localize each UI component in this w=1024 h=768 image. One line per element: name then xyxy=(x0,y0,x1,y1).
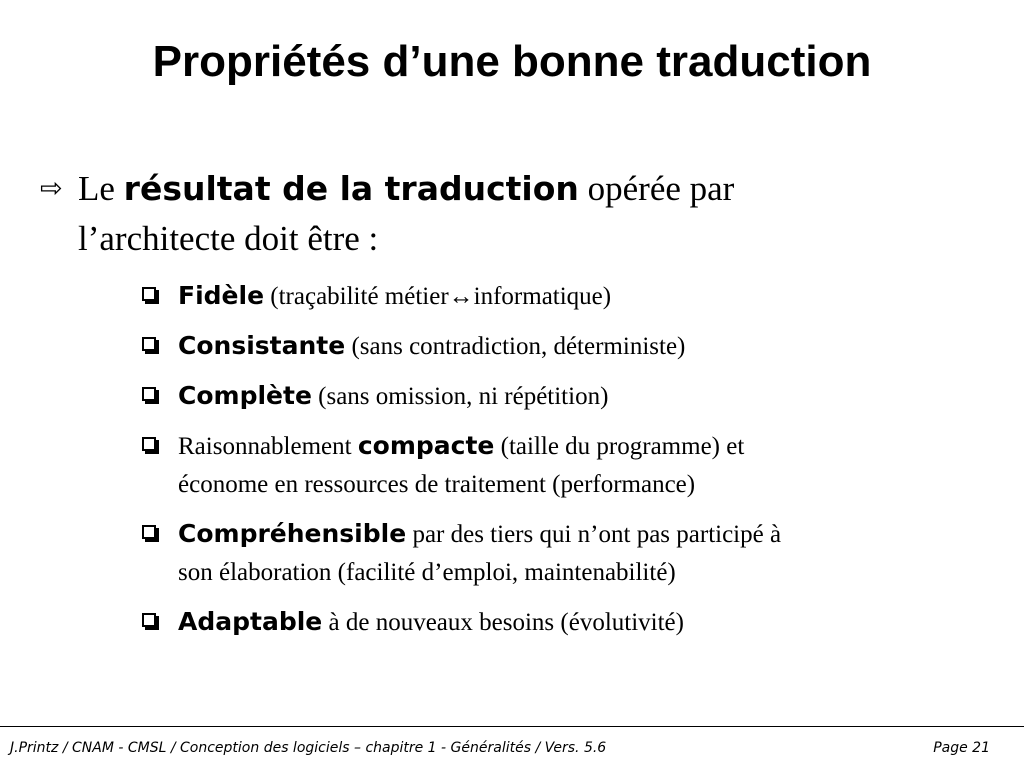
item-description: (taille du programme) et xyxy=(494,433,745,460)
main-bullet xyxy=(40,164,970,264)
arrow-bullet-icon: ⇨ xyxy=(40,173,63,204)
item-description: (sans contradiction, déterministe) xyxy=(345,333,686,360)
checkbox-bullet-icon xyxy=(142,437,156,451)
footer-credits: J.Printz / CNAM - CMSL / Conception des logiciels – chapitre 1 - Généralités / Vers. 5.6 xyxy=(10,740,607,756)
property-list xyxy=(140,276,1000,652)
item-description: (sans omission, ni répétition) xyxy=(311,383,609,410)
item-description: (traçabilité métier↔informatique) xyxy=(264,283,612,310)
main-bullet-suffix: opérée par xyxy=(578,169,735,208)
checkbox-bullet-icon xyxy=(142,287,156,301)
page-number: Page 21 xyxy=(933,740,990,756)
checkbox-bullet-icon xyxy=(142,613,156,627)
item-description-line2: économe en ressources de traitement (performance) xyxy=(178,471,696,498)
main-bullet-text xyxy=(40,164,970,264)
main-bullet-prefix: Le xyxy=(78,169,124,208)
list-item-fidele xyxy=(140,276,1000,317)
item-description-line2: son élaboration (facilité d’emploi, maintenabilité) xyxy=(178,559,676,586)
list-item-complete xyxy=(140,376,1000,417)
footer-divider xyxy=(0,726,1024,727)
list-item-consistante xyxy=(140,326,1000,367)
item-keyword: Complète xyxy=(178,381,312,410)
list-item-adaptable xyxy=(140,602,1000,643)
item-keyword: Fidèle xyxy=(178,281,265,310)
checkbox-bullet-icon xyxy=(142,525,156,539)
main-bullet-emphasis: résultat de la traduction xyxy=(123,169,579,208)
list-item-comprehensible xyxy=(140,514,1000,593)
item-keyword: Consistante xyxy=(178,331,346,360)
slide-title: Propriétés d’une bonne traduction xyxy=(152,37,872,86)
list-item-compacte xyxy=(140,426,1000,505)
item-keyword: compacte xyxy=(357,431,495,460)
checkbox-bullet-icon xyxy=(142,337,156,351)
item-keyword-prefix: Raisonnablement xyxy=(178,433,358,460)
checkbox-bullet-icon xyxy=(142,387,156,401)
item-description: par des tiers qui n’ont pas participé à xyxy=(406,521,782,548)
item-keyword: Adaptable xyxy=(178,607,323,636)
item-description: à de nouveaux besoins (évolutivité) xyxy=(322,609,684,636)
main-bullet-line2: l’architecte doit être : xyxy=(78,219,379,258)
item-keyword: Compréhensible xyxy=(178,519,407,548)
